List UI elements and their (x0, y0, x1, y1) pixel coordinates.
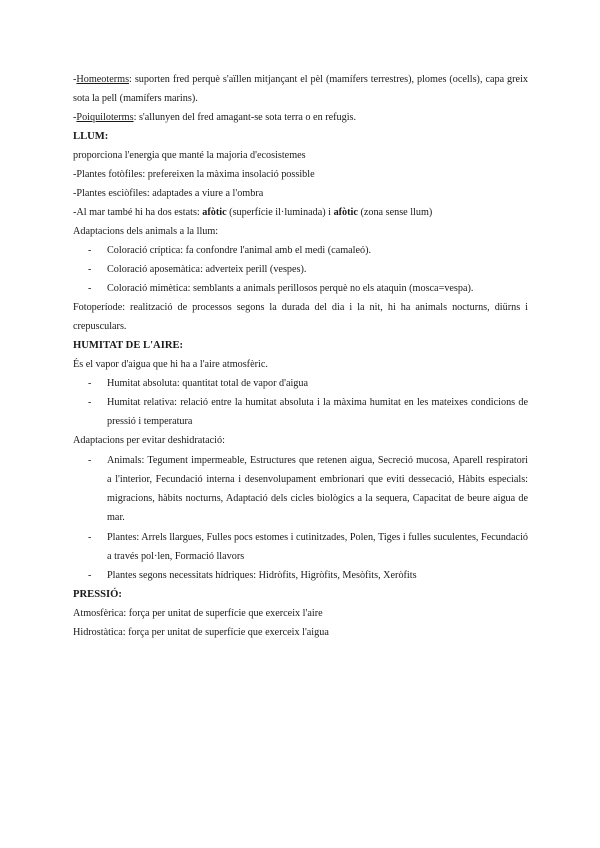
list-item: Coloració críptica: fa confondre l'animal amb el medi (camaleó). (107, 245, 372, 256)
mar-estats (73, 203, 528, 222)
adaptacions-deshidratacio: Adaptacions per evitar deshidratació: (73, 435, 225, 446)
llum-intro: proporciona l'energia que manté la majoria d'ecosistemes (73, 150, 306, 161)
list-bullet: - (88, 245, 92, 256)
homeoterms-term: Homeoterms (76, 74, 130, 85)
homeoterms-text: : suporten fred perquè s'aïllen mitjançant el pèl (mamífers terrestres), plomes (ocells), capa greix sota la pell (mamífers marins). (73, 74, 528, 104)
prefix-dash: - (73, 74, 77, 85)
humitat-intro: És el vapor d'aigua que hi ha a l'aire atmosfèric. (73, 359, 268, 370)
list-bullet: - (88, 378, 92, 389)
list-item: Humitat absoluta: quantitat total de vapor d'aigua (107, 378, 309, 389)
pressio-heading: PRESSIÓ: (73, 589, 122, 600)
list-bullet: - (88, 570, 92, 581)
poiquiloterms-paragraph (73, 108, 528, 127)
pressio-hidrostatica: Hidrostàtica: força per unitat de superfície que exerceix l'aigua (73, 627, 329, 638)
list-bullet: - (88, 397, 92, 408)
mar-term-1: afòtic (202, 207, 227, 218)
list-item: Coloració aposemàtica: adverteix perill (vespes). (107, 264, 307, 275)
list-item: Plantes segons necessitats hídriques: Hidròfits, Higròfits, Mesòfits, Xeròfits (107, 570, 417, 581)
list-item: Coloració mimètica: semblants a animals perillosos perquè no els ataquin (mosca=vespa). (107, 283, 474, 294)
fotoperiode: Fotoperíode: realització de processos segons la durada del dia i la nit, hi ha animals nocturns, diürns i crepusculars. (73, 302, 528, 332)
list-bullet: - (88, 532, 92, 543)
llum-heading: LLUM: (73, 131, 109, 142)
poiquiloterms-text: : s'allunyen del fred amagant-se sota terra o en refugis. (133, 112, 357, 123)
humitat-heading: HUMITAT DE L'AIRE: (73, 340, 184, 351)
list-bullet: - (88, 264, 92, 275)
list-bullet: - (88, 455, 92, 466)
mar-term-2: afòtic (333, 207, 358, 218)
mar-text-c: (zona sense llum) (357, 207, 433, 218)
pressio-atmosferica: Atmosfèrica: força per unitat de superfície que exerceix l'aire (73, 608, 323, 619)
list-bullet: - (88, 283, 92, 294)
mar-text-b: (superfície il·luminada) i (226, 207, 334, 218)
plantes-esciofiles: -Plantes esciòfiles: adaptades a viure a l'ombra (73, 188, 264, 199)
list-item: Animals: Tegument impermeable, Estructures que retenen aigua, Secreció mucosa, Aparell respiratori a l'interior, Fecundació interna i desenvolupament embrionari que eviti dessecació, Hàbits especials: migracions, hàbits nocturns, Adaptació dels cicles biològics a la sequera, Capacitat de beure aigua de mar. (107, 455, 528, 523)
list-item: Plantes: Arrels llargues, Fulles pocs estomes i cutinitzades, Polen, Tiges i fulles suculentes, Fecundació a través pol·len, Formació llavors (107, 532, 528, 562)
poiquiloterms-term: Poiquiloterms (76, 112, 134, 123)
homeoterms-paragraph (73, 70, 528, 108)
list-item: Humitat relativa: relació entre la humitat absoluta i la màxima humitat en les mateixes condicions de pressió i temperatura (107, 397, 528, 427)
prefix-dash: - (73, 112, 77, 123)
adaptacions-llum: Adaptacions dels animals a la llum: (73, 226, 219, 237)
mar-text-a: -Al mar també hi ha dos estats: (73, 207, 203, 218)
plantes-fotofiles: -Plantes fotòfiles: prefereixen la màxima insolació possible (73, 169, 315, 180)
